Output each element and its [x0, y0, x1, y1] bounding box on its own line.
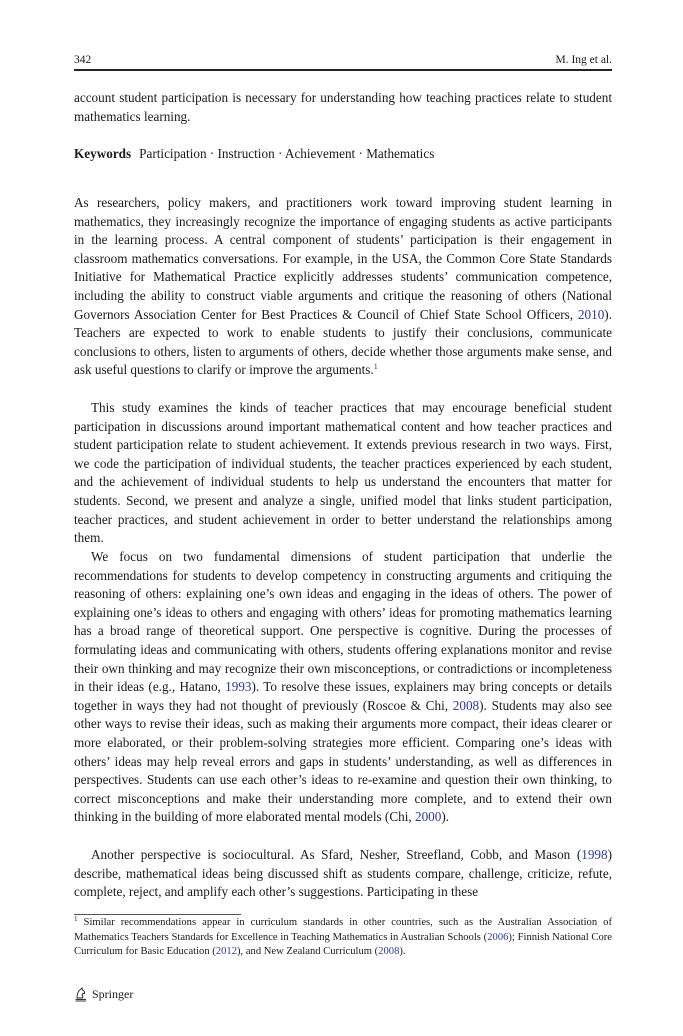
- running-head: [74, 52, 612, 68]
- publisher-mark: [74, 986, 133, 1002]
- keywords-label: Keywords: [74, 146, 132, 161]
- text-run: ), and New Zealand Curriculum (: [237, 946, 379, 958]
- footnote-ref[interactable]: 1: [373, 362, 378, 372]
- footnote-marker: 1: [74, 915, 78, 923]
- header-rule: [74, 69, 612, 71]
- citation-link[interactable]: 2012: [215, 946, 237, 958]
- text-run: ) describe, mathematical ideas being discussed shift as students compare, challenge, criticize, refute, complete, reject, and amplify each other’s suggestions. Participating in these: [74, 847, 612, 900]
- page-number: 342: [74, 54, 92, 66]
- text-run: As researchers, policy makers, and practitioners work toward improving student learning in mathematics, they increasingly recognize the importance of engaging students as active participants in the learning process. A central component of students’ participation is their engagement in classroom mathematics conversations. For example, in the USA, the Common Core State Standards Initiative for Mathematical Practice explicitly addresses students’ communication competence, including the ability to construct viable arguments and critique the reasoning of others (National Governors Association Center for Best Practices & Council of Chief State School Officers,: [74, 195, 612, 322]
- text-run: Another perspective is sociocultural. As Sfard, Nesher, Streefland, Cobb, and Mason (: [91, 847, 582, 862]
- citation-link[interactable]: 2006: [487, 931, 509, 943]
- publisher-name: Springer: [92, 987, 134, 1001]
- running-authors: M. Ing et al.: [555, 54, 612, 66]
- text-run: ). Students may also see other ways to revise their ideas, such as making their arguments more compact, their ideas clearer or more elaborated, or their problem-solving strategies more efficient. Comparing one’s ideas with others’ ideas may help reveal errors and gaps in students’ understanding, as well as differences in perspectives. Students can use each other’s ideas to re-examine and question their own thinking, to correct misconceptions and make their understanding more complete, and to extend their own thinking in the building of more elaborated mental models (Chi,: [74, 697, 612, 825]
- text-run: ); Finnish National Core Curriculum for Basic Education (: [74, 931, 613, 958]
- citation-link[interactable]: 1998: [581, 847, 608, 862]
- keywords-list: Participation · Instruction · Achievement · Mathematics: [139, 146, 435, 161]
- footnote-rule: [74, 914, 241, 915]
- abstract-end: account student participation is necessary for understanding how teaching practices relate to student mathematics learning.: [74, 90, 612, 124]
- keywords: [74, 145, 612, 163]
- text-run: We focus on two fundamental dimensions of student participation that underlie the recommendations for students to develop competency in constructing arguments and critiquing the reasoning of others: explaining one’s own ideas and engaging in the ideas of others. The power of explaining one’s ideas to others and engaging with others’ ideas for promoting mathematics learning has a broad range of theoretical support. One perspective is cognitive. During the processes of formulating ideas and communicating with others, students offering explanations monitor and revise their own thinking and may recognize their own misconceptions, or contradictions or incompleteness in their ideas (e.g., Hatano,: [74, 549, 612, 695]
- citation-link[interactable]: 2000: [414, 809, 442, 825]
- body-paragraph-1: [74, 194, 612, 380]
- body-paragraph-4: [74, 846, 612, 902]
- text-run: ). To resolve these issues, explainers may bring concepts or details together in ways they had not thought of previously (Roscoe & Chi,: [74, 679, 612, 713]
- body-paragraph-3: [74, 548, 612, 827]
- citation-link[interactable]: 2008: [452, 697, 480, 713]
- citation-link[interactable]: 1993: [225, 679, 252, 695]
- text-run: ).: [441, 809, 450, 825]
- footnote-1: [74, 916, 612, 960]
- springer-horse-logo-icon: [74, 987, 88, 1002]
- citation-link[interactable]: 2008: [378, 946, 400, 958]
- citation-link[interactable]: 2010: [577, 306, 605, 322]
- text-run: Similar recommendations appear in curriculum standards in other countries, such as the Australian Association of Mathematics Teachers Standards for Excellence in Teaching Mathematics in Australian Schools (: [74, 917, 612, 943]
- text-run: ).: [399, 946, 406, 958]
- text-run: ). Teachers are expected to work to enable students to justify their conclusions, communicate conclusions to others, listen to arguments of others, decide whether those arguments make sense, and ask useful questions to clarify or improve the arguments.: [74, 306, 612, 378]
- body-paragraph-2: This study examines the kinds of teacher practices that may encourage beneficial student participation in discussions around important mathematical content and how teacher practices and student participation relate to student achievement. It extends previous research in two ways. First, we code the participation of individual students, the teacher practices experienced by each student, and the achievement of individual students to help us understand the encounters that matter for students. Second, we present and analyze a single, unified model that links student participation, teacher practices, and student achievement in order to better understand the relationships among them.: [74, 400, 612, 546]
